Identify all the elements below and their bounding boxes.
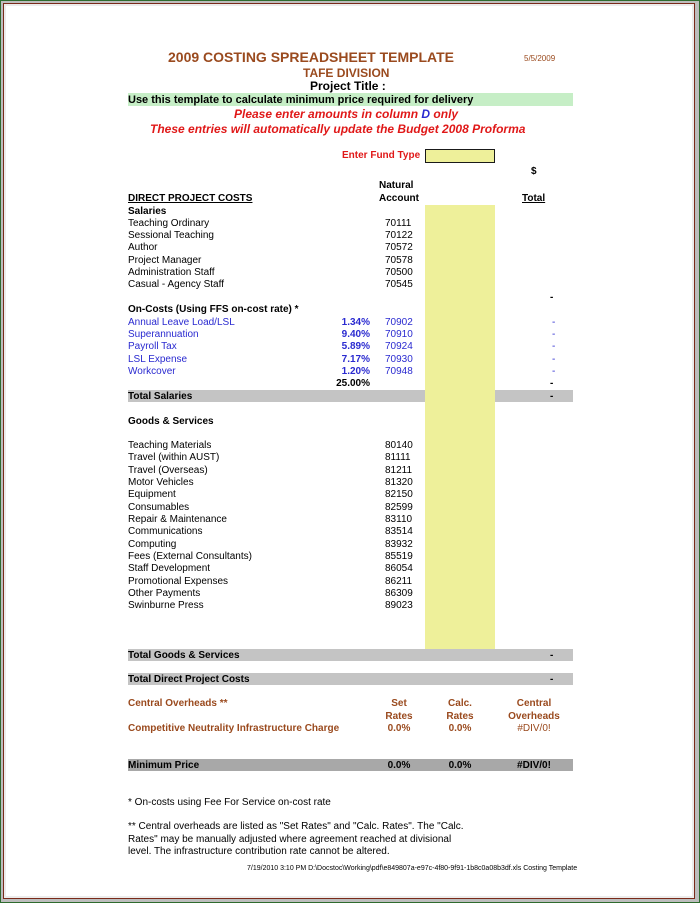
oncost-name: LSL Expense [128, 354, 188, 365]
total-goods-label: Total Goods & Services [128, 650, 240, 661]
calc-rates-header-1: Calc. [448, 698, 472, 709]
goods-name: Motor Vehicles [128, 477, 194, 488]
total-header: Total [522, 193, 546, 204]
overheads-label: Central Overheads ** [128, 698, 228, 709]
oncost-total: - [552, 317, 556, 328]
footer-sheet: Costing Template [523, 865, 578, 872]
salaries-heading: Salaries [128, 206, 167, 217]
total-salaries-label: Total Salaries [128, 391, 193, 402]
salary-account: 70122 [385, 230, 413, 241]
minimum-price-label: Minimum Price [128, 760, 200, 771]
salary-name: Author [128, 242, 158, 253]
goods-name: Travel (within AUST) [128, 452, 220, 463]
note-overheads-2: Rates" may be manually adjusted where agreement reached at divisional [128, 834, 452, 845]
salary-name: Sessional Teaching [128, 230, 214, 241]
goods-name: Communications [128, 526, 203, 537]
division-heading: TAFE DIVISION [303, 66, 390, 80]
account-header: Account [379, 193, 419, 204]
oncost-account: 70948 [385, 366, 413, 377]
salary-account: 70500 [385, 267, 413, 278]
oncost-rate: 1.20% [341, 366, 370, 377]
oncost-total: - [552, 329, 556, 340]
fund-type-input[interactable] [425, 149, 495, 163]
oncost-total: - [552, 354, 556, 365]
spreadsheet-page [6, 6, 692, 896]
minimum-price-set: 0.0% [387, 760, 411, 771]
goods-account: 82599 [385, 502, 413, 513]
footer-datetime: 7/19/2010 3:10 PM [247, 865, 307, 872]
auto-update-note: These entries will automatically update the Budget 2008 Proforma [150, 122, 526, 136]
oncost-name: Superannuation [128, 329, 199, 340]
goods-name: Travel (Overseas) [128, 465, 208, 476]
goods-account: 86054 [385, 563, 413, 574]
set-rates-header-2: Rates [385, 711, 413, 722]
goods-account: 86309 [385, 588, 413, 599]
oncost-account: 70902 [385, 317, 413, 328]
amount-entry-column[interactable] [425, 205, 495, 651]
goods-account: 83110 [385, 514, 413, 525]
oncost-total-dash: - [550, 378, 554, 389]
minimum-price-value: #DIV/0! [517, 760, 551, 771]
total-direct-label: Total Direct Project Costs [128, 674, 250, 685]
goods-name: Equipment [128, 489, 176, 500]
goods-name: Teaching Materials [128, 440, 212, 451]
cnic-label: Competitive Neutrality Infrastructure Charge [128, 723, 340, 734]
salary-name: Project Manager [128, 255, 202, 266]
dollar-header: $ [531, 166, 537, 177]
salary-account: 70578 [385, 255, 413, 266]
calc-rates-header-2: Rates [446, 711, 474, 722]
goods-account: 81320 [385, 477, 413, 488]
central-overheads-header-2: Overheads [508, 711, 560, 722]
footer-path: D:\Docstoc\Working\pdf\e849807a-e97c-4f80-9f91-1b8c0a08b3df.xls [308, 865, 522, 872]
instruction-text: Use this template to calculate minimum price required for delivery [128, 94, 474, 106]
header-date: 5/5/2009 [524, 54, 556, 63]
goods-account: 82150 [385, 489, 413, 500]
salary-account: 70111 [385, 218, 412, 229]
total-direct-value: - [550, 674, 554, 685]
goods-account: 81111 [385, 452, 411, 463]
goods-account: 80140 [385, 440, 413, 451]
oncost-total: - [552, 341, 556, 352]
goods-name: Computing [128, 539, 177, 550]
oncost-name: Workcover [128, 366, 176, 377]
set-rates-header-1: Set [391, 698, 407, 709]
oncost-account: 70910 [385, 329, 413, 340]
goods-name: Staff Development [128, 563, 211, 574]
footer [247, 864, 577, 873]
enter-amounts-note [234, 107, 458, 121]
page-title: 2009 COSTING SPREADSHEET TEMPLATE [168, 49, 455, 65]
oncost-account: 70930 [385, 354, 413, 365]
oncost-rate-total: 25.00% [336, 378, 370, 389]
cnic-calc-rate: 0.0% [448, 723, 472, 734]
cnic-central-value: #DIV/0! [517, 723, 551, 734]
goods-name: Other Payments [128, 588, 201, 599]
salary-account: 70572 [385, 242, 413, 253]
enter-column-letter: D [421, 107, 431, 121]
cnic-set-rate: 0.0% [387, 723, 411, 734]
goods-name: Swinburne Press [128, 600, 204, 611]
enter-suffix: only [433, 107, 459, 121]
total-goods-value: - [550, 650, 554, 661]
note-oncosts: * On-costs using Fee For Service on-cost rate [128, 797, 331, 808]
oncost-total: - [552, 366, 556, 377]
total-salaries-value: - [550, 391, 554, 402]
salary-name: Teaching Ordinary [128, 218, 210, 229]
project-title-label: Project Title : [310, 79, 386, 93]
oncost-rate: 7.17% [341, 354, 370, 365]
oncost-rate: 1.34% [341, 317, 370, 328]
salaries-total-dash: - [550, 292, 554, 303]
oncost-rate: 9.40% [341, 329, 370, 340]
natural-header: Natural [379, 180, 414, 191]
goods-account: 85519 [385, 551, 413, 562]
goods-name: Promotional Expenses [128, 576, 229, 587]
salary-account: 70545 [385, 279, 413, 290]
goods-heading: Goods & Services [128, 416, 214, 427]
oncost-name: Payroll Tax [128, 341, 177, 352]
oncosts-heading: On-Costs (Using FFS on-cost rate) * [128, 304, 299, 315]
goods-account: 83932 [385, 539, 413, 550]
minimum-price-calc: 0.0% [448, 760, 472, 771]
direct-costs-heading: DIRECT PROJECT COSTS [128, 193, 253, 204]
note-overheads-1: ** Central overheads are listed as "Set Rates" and "Calc. Rates". The "Calc. [128, 821, 464, 832]
goods-account: 81211 [385, 465, 413, 476]
salary-name: Administration Staff [128, 267, 215, 278]
central-overheads-header-1: Central [516, 698, 552, 709]
goods-name: Consumables [128, 502, 190, 513]
goods-name: Repair & Maintenance [128, 514, 227, 525]
goods-account: 89023 [385, 600, 413, 611]
note-overheads-3: level. The infrastructure contribution rate cannot be altered. [128, 846, 390, 857]
salary-name: Casual - Agency Staff [128, 279, 224, 290]
goods-account: 83514 [385, 526, 413, 537]
oncost-rate: 5.89% [341, 341, 370, 352]
total-salaries-bar-right [495, 390, 573, 402]
oncost-name: Annual Leave Load/LSL [128, 317, 235, 328]
goods-name: Fees (External Consultants) [128, 551, 252, 562]
goods-account: 86211 [385, 576, 413, 587]
fund-type-label: Enter Fund Type [342, 150, 421, 161]
oncost-account: 70924 [385, 341, 413, 352]
enter-prefix: Please enter amounts in column [234, 107, 419, 121]
